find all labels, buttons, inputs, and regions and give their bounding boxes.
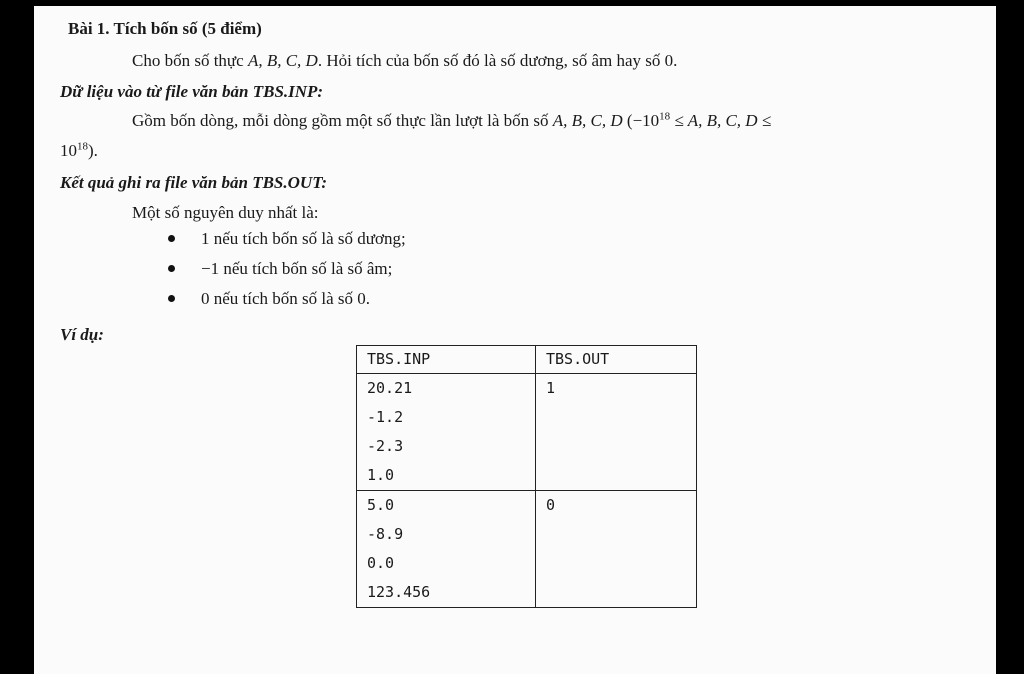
input-value: 123.456 <box>367 583 431 601</box>
example-table <box>356 345 697 608</box>
intro-vars: A, B, C, D <box>247 51 318 70</box>
bullet-dot <box>168 265 175 272</box>
output-lead: Một số nguyên duy nhất là: <box>132 203 319 222</box>
exponent-a: 18 <box>659 110 671 123</box>
input-value: -2.3 <box>367 437 404 455</box>
output-value: 1 <box>546 379 556 397</box>
input-value: 20.21 <box>367 379 413 397</box>
table-row <box>357 491 697 608</box>
output-bullet-3: 0 nếu tích bốn số là số 0. <box>201 289 371 308</box>
line2-base: 10 <box>60 141 77 160</box>
intro-prefix: Cho bốn số thực <box>132 51 248 70</box>
output-bullet-1: 1 nếu tích bốn số là số dương; <box>201 229 406 248</box>
input-value: 1.0 <box>367 466 395 484</box>
table-header-row <box>357 346 697 374</box>
input-constraint-a: (−10 <box>622 111 660 130</box>
input-description-line2 <box>60 140 98 162</box>
input-constraint-b: ≤ A, B, C, D ≤ <box>670 111 772 130</box>
output-value: 0 <box>546 496 556 514</box>
problem-intro <box>132 50 677 72</box>
document-page <box>34 6 996 674</box>
header-input-file: TBS.INP <box>357 346 536 374</box>
example-heading: Ví dụ: <box>60 325 104 344</box>
input-heading: Dữ liệu vào từ file văn bản TBS.INP: <box>60 82 324 101</box>
output-bullet-2: −1 nếu tích bốn số là số âm; <box>201 259 393 278</box>
bullet-dot <box>168 295 175 302</box>
input-value: 0.0 <box>367 554 395 572</box>
exponent-b: 18 <box>77 140 88 153</box>
input-cell <box>357 374 536 491</box>
intro-suffix: . Hỏi tích của bốn số đó là số dương, số âm hay số 0. <box>317 51 678 70</box>
input-desc-prefix: Gồm bốn dòng, mỗi dòng gồm một số thực lần lượt là bốn số <box>132 111 553 130</box>
input-value: -1.2 <box>367 408 404 426</box>
output-cell <box>536 491 697 608</box>
input-cell <box>357 491 536 608</box>
line2-end: ). <box>88 141 98 160</box>
bullet-dot <box>168 235 175 242</box>
table-row <box>357 374 697 491</box>
input-desc-vars: A, B, C, D <box>552 111 623 130</box>
problem-title: Bài 1. Tích bốn số (5 điểm) <box>68 19 262 38</box>
output-heading: Kết quả ghi ra file văn bản TBS.OUT: <box>60 173 327 192</box>
output-cell <box>536 374 697 491</box>
input-value: -8.9 <box>367 525 404 543</box>
input-description <box>132 110 771 132</box>
header-output-file: TBS.OUT <box>536 346 697 374</box>
input-value: 5.0 <box>367 496 395 514</box>
